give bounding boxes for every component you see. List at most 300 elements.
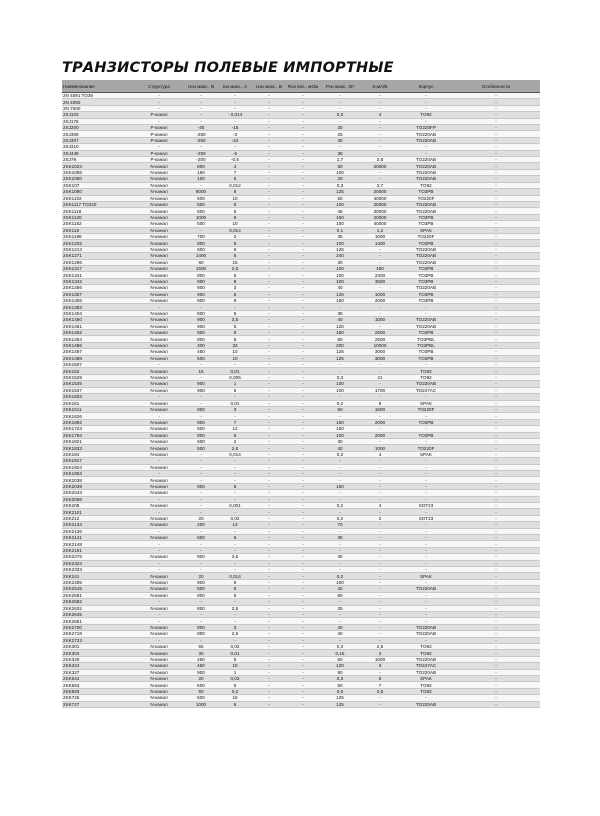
table-cell: -: [184, 105, 218, 111]
table-cell: 800: [184, 310, 218, 316]
table-cell: -: [452, 413, 540, 419]
table-cell: 2SK2485: [62, 579, 134, 585]
table-cell: 2300: [360, 272, 400, 278]
table-cell: -: [218, 477, 252, 483]
table-cell: 2SK2134: [62, 522, 134, 528]
table-cell: N-канал: [134, 522, 184, 528]
table-cell: -: [252, 470, 286, 476]
table-cell: TO3PBL: [400, 342, 452, 348]
table-cell: 2000: [360, 432, 400, 438]
table-cell: -: [452, 189, 540, 195]
table-cell: -: [286, 246, 320, 252]
table-cell: -: [400, 477, 452, 483]
table-cell: 30: [320, 438, 360, 444]
table-cell: 21: [360, 374, 400, 380]
table-cell: -: [400, 362, 452, 368]
table-cell: 8: [218, 189, 252, 195]
table-cell: -: [286, 470, 320, 476]
table-cell: 40: [320, 586, 360, 592]
table-cell: 2SK2324: [62, 560, 134, 566]
table-cell: 2SK1821: [62, 438, 134, 444]
table-cell: -: [400, 605, 452, 611]
table-cell: -: [360, 522, 400, 528]
table-cell: N-канал: [134, 656, 184, 662]
table-cell: 2SK1357: [62, 291, 134, 297]
table-cell: 5: [218, 310, 252, 316]
table-cell: -: [286, 490, 320, 496]
table-cell: 2SK1464: [62, 336, 134, 342]
table-cell: 900: [184, 323, 218, 329]
table-cell: N-канал: [134, 214, 184, 220]
table-cell: 20: [184, 675, 218, 681]
table-cell: 900: [184, 381, 218, 387]
table-cell: 15: [184, 368, 218, 374]
table-cell: -: [400, 99, 452, 105]
column-header-features: Особенности: [452, 80, 540, 93]
table-cell: -250: [184, 137, 218, 143]
table-cell: 120: [320, 323, 360, 329]
table-cell: 20000: [360, 214, 400, 220]
table-cell: TO220AB: [400, 201, 452, 207]
table-cell: -: [400, 470, 452, 476]
table-cell: -: [452, 394, 540, 400]
table-cell: 100: [320, 278, 360, 284]
table-cell: -: [360, 93, 400, 99]
table-cell: -: [286, 426, 320, 432]
table-cell: -: [452, 528, 540, 534]
table-cell: -: [252, 195, 286, 201]
table-cell: 8: [218, 336, 252, 342]
table-cell: -: [360, 669, 400, 675]
table-cell: -: [320, 464, 360, 470]
table-cell: 100: [320, 381, 360, 387]
table-cell: -: [286, 650, 320, 656]
table-cell: -: [452, 112, 540, 118]
table-cell: -: [286, 643, 320, 649]
table-cell: -: [286, 342, 320, 348]
table-cell: 0,6: [320, 688, 360, 694]
table-cell: N-канал: [134, 663, 184, 669]
table-cell: 20000: [360, 163, 400, 169]
table-cell: -: [252, 99, 286, 105]
table-cell: 900: [184, 387, 218, 393]
table-cell: P-канал: [134, 137, 184, 143]
table-cell: 500: [184, 221, 218, 227]
table-cell: -: [452, 253, 540, 259]
table-cell: 2SK2723: [62, 637, 134, 643]
table-cell: -: [320, 470, 360, 476]
table-cell: 32: [218, 342, 252, 348]
table-cell: -: [452, 490, 540, 496]
table-cell: -: [360, 541, 400, 547]
table-cell: -: [252, 125, 286, 131]
table-cell: -: [252, 336, 286, 342]
table-cell: -: [218, 637, 252, 643]
table-cell: -: [252, 663, 286, 669]
table-cell: -: [218, 458, 252, 464]
table-cell: -: [400, 554, 452, 560]
table-cell: 3000: [360, 349, 400, 355]
table-cell: -: [252, 599, 286, 605]
table-cell: 40: [320, 317, 360, 323]
table-cell: -: [286, 509, 320, 515]
table-cell: 12: [218, 426, 252, 432]
table-cell: -: [360, 368, 400, 374]
table-cell: 2,5: [218, 445, 252, 451]
table-cell: -: [286, 349, 320, 355]
table-cell: -: [252, 291, 286, 297]
table-cell: -: [452, 304, 540, 310]
table-cell: -: [134, 304, 184, 310]
table-cell: -: [360, 438, 400, 444]
table-cell: 1000: [360, 656, 400, 662]
table-cell: TO220AB: [400, 656, 452, 662]
table-cell: 300: [184, 342, 218, 348]
table-cell: -: [252, 624, 286, 630]
table-cell: SPAK: [400, 451, 452, 457]
table-cell: 2SK301: [62, 643, 134, 649]
table-cell: -: [360, 144, 400, 150]
table-cell: -: [360, 560, 400, 566]
table-cell: 125: [320, 701, 360, 707]
table-cell: 200: [184, 522, 218, 528]
table-cell: 20: [184, 515, 218, 521]
table-cell: -: [360, 394, 400, 400]
table-cell: -: [400, 509, 452, 515]
table-cell: 150: [320, 419, 360, 425]
table-cell: -: [452, 323, 540, 329]
table-cell: 2SK304: [62, 650, 134, 656]
table-cell: -: [286, 560, 320, 566]
table-cell: TO220AB: [400, 259, 452, 265]
table-cell: -250: [184, 150, 218, 156]
table-cell: 2SJ103: [62, 112, 134, 118]
table-cell: 500: [184, 682, 218, 688]
table-cell: SPAK: [400, 573, 452, 579]
table-cell: -: [360, 624, 400, 630]
table-cell: 2SK2700: [62, 624, 134, 630]
table-cell: -: [134, 599, 184, 605]
table-cell: -: [320, 541, 360, 547]
table-cell: -: [452, 169, 540, 175]
table-cell: -: [452, 298, 540, 304]
table-cell: -: [252, 221, 286, 227]
table-cell: N-канал: [134, 368, 184, 374]
table-cell: 2SK2148: [62, 541, 134, 547]
table-cell: TO3PB: [400, 291, 452, 297]
table-cell: -: [286, 682, 320, 688]
table-cell: TO3PB: [400, 214, 452, 220]
table-cell: -: [286, 93, 320, 99]
table-cell: 5: [218, 682, 252, 688]
table-cell: 125: [320, 695, 360, 701]
table-cell: P-канал: [134, 157, 184, 163]
table-cell: 80: [320, 163, 360, 169]
table-cell: 55: [184, 643, 218, 649]
table-cell: -: [360, 310, 400, 316]
table-cell: -: [252, 176, 286, 182]
table-cell: -: [252, 227, 286, 233]
table-cell: -: [134, 560, 184, 566]
table-cell: N-канал: [134, 579, 184, 585]
table-cell: -: [360, 528, 400, 534]
table-cell: -: [286, 221, 320, 227]
table-cell: -: [400, 438, 452, 444]
table-cell: -: [286, 663, 320, 669]
table-cell: 4: [360, 112, 400, 118]
table-cell: 2N 7000: [62, 105, 134, 111]
table-cell: -: [184, 618, 218, 624]
table-cell: -: [286, 419, 320, 425]
table-cell: 2SK2718: [62, 631, 134, 637]
table-cell: 2SK1213: [62, 246, 134, 252]
table-cell: -: [218, 394, 252, 400]
table-cell: 2SK1317: [62, 265, 134, 271]
table-cell: TO220F: [400, 195, 452, 201]
table-cell: 2SK1723: [62, 426, 134, 432]
table-cell: 900: [184, 317, 218, 323]
table-cell: 40: [320, 445, 360, 451]
table-cell: -: [360, 426, 400, 432]
table-cell: -: [252, 304, 286, 310]
table-cell: -: [286, 176, 320, 182]
table-cell: -: [286, 618, 320, 624]
table-cell: 100: [184, 176, 218, 182]
table-cell: TO220AB: [400, 323, 452, 329]
table-cell: -: [286, 701, 320, 707]
table-cell: -: [252, 631, 286, 637]
table-cell: 5: [218, 323, 252, 329]
table-cell: 1: [218, 669, 252, 675]
table-cell: -: [452, 605, 540, 611]
table-cell: -: [252, 432, 286, 438]
table-cell: -: [286, 298, 320, 304]
table-cell: -: [286, 637, 320, 643]
table-cell: -: [400, 599, 452, 605]
table-cell: -: [286, 451, 320, 457]
table-cell: -: [400, 567, 452, 573]
table-cell: 900: [184, 483, 218, 489]
table-cell: -: [452, 426, 540, 432]
table-cell: -: [360, 573, 400, 579]
table-cell: 2SK727: [62, 701, 134, 707]
table-cell: -: [360, 496, 400, 502]
table-cell: -: [400, 541, 452, 547]
table-cell: 100: [320, 432, 360, 438]
table-cell: -: [252, 298, 286, 304]
table-cell: 40: [320, 624, 360, 630]
table-cell: 150: [320, 214, 360, 220]
table-cell: N-канал: [134, 182, 184, 188]
table-cell: 0,3: [320, 374, 360, 380]
table-cell: -: [252, 618, 286, 624]
table-cell: -: [252, 330, 286, 336]
column-header-transconductance: S,мА/В: [360, 80, 400, 93]
table-cell: -: [452, 560, 540, 566]
table-cell: -: [218, 547, 252, 553]
table-cell: -: [252, 368, 286, 374]
table-cell: -: [286, 503, 320, 509]
table-cell: 100: [320, 579, 360, 585]
table-cell: -: [452, 541, 540, 547]
table-cell: -: [360, 323, 400, 329]
table-cell: -: [286, 541, 320, 547]
table-cell: -: [286, 554, 320, 560]
table-cell: -: [452, 182, 540, 188]
table-cell: -: [218, 470, 252, 476]
table-cell: 900: [184, 624, 218, 630]
table-cell: 2SK1341: [62, 272, 134, 278]
table-cell: 100: [320, 169, 360, 175]
table-cell: -: [286, 406, 320, 412]
table-cell: -: [286, 278, 320, 284]
table-cell: 3500: [360, 278, 400, 284]
table-cell: 100: [320, 221, 360, 227]
table-cell: 2SK1342: [62, 278, 134, 284]
table-cell: N-канал: [134, 233, 184, 239]
table-cell: N-канал: [134, 342, 184, 348]
table-cell: -: [360, 599, 400, 605]
table-cell: -: [452, 195, 540, 201]
table-cell: 100: [320, 387, 360, 393]
table-cell: 5: [218, 483, 252, 489]
table-cell: -: [252, 272, 286, 278]
table-cell: -: [218, 413, 252, 419]
table-cell: -: [184, 611, 218, 617]
table-cell: -: [360, 535, 400, 541]
table-cell: 2SK2582: [62, 599, 134, 605]
table-cell: 900: [184, 285, 218, 291]
table-cell: -: [320, 105, 360, 111]
table-cell: -: [452, 669, 540, 675]
table-cell: 2SK2038: [62, 477, 134, 483]
table-cell: -: [286, 323, 320, 329]
table-cell: 15: [218, 259, 252, 265]
table-cell: 5: [360, 675, 400, 681]
table-cell: -: [252, 586, 286, 592]
table-cell: 2SK2545: [62, 586, 134, 592]
table-cell: 2,5: [218, 631, 252, 637]
table-cell: 240: [320, 253, 360, 259]
table-cell: -: [320, 394, 360, 400]
table-cell: -: [286, 631, 320, 637]
table-cell: -: [252, 515, 286, 521]
table-cell: -: [286, 624, 320, 630]
table-cell: -: [286, 688, 320, 694]
table-cell: -6: [218, 150, 252, 156]
table-cell: 450: [184, 656, 218, 662]
table-cell: 20: [320, 176, 360, 182]
table-cell: TO220FP: [400, 125, 452, 131]
table-cell: -: [400, 522, 452, 528]
table-cell: N-канал: [134, 310, 184, 316]
column-header-power-max: Pси макс., Вт: [320, 80, 360, 93]
table-cell: 45: [320, 208, 360, 214]
table-cell: -: [286, 214, 320, 220]
table-cell: -: [320, 413, 360, 419]
table-cell: -: [252, 535, 286, 541]
table-cell: N-канал: [134, 176, 184, 182]
table-cell: -200: [184, 157, 218, 163]
table-cell: 2SK1953: [62, 470, 134, 476]
table-cell: 2SK1358: [62, 298, 134, 304]
table-cell: -: [286, 675, 320, 681]
table-cell: 6: [218, 201, 252, 207]
table-cell: -: [184, 451, 218, 457]
table-cell: 40000: [360, 221, 400, 227]
table-cell: N-канал: [134, 503, 184, 509]
table-cell: -: [320, 144, 360, 150]
table-cell: 5: [218, 701, 252, 707]
table-cell: 4: [360, 503, 400, 509]
table-cell: -: [400, 426, 452, 432]
table-cell: N-канал: [134, 490, 184, 496]
table-cell: TO220AB: [400, 285, 452, 291]
table-cell: N-канал: [134, 317, 184, 323]
table-cell: -: [252, 105, 286, 111]
table-cell: -: [286, 374, 320, 380]
table-cell: TO220AB: [400, 157, 452, 163]
table-cell: N-канал: [134, 349, 184, 355]
table-cell: -: [252, 253, 286, 259]
table-cell: 30: [320, 137, 360, 143]
table-cell: 8000: [184, 189, 218, 195]
table-cell: N-канал: [134, 169, 184, 175]
table-cell: -: [252, 675, 286, 681]
table-cell: 2SK2632: [62, 605, 134, 611]
table-cell: -: [320, 458, 360, 464]
table-cell: -: [400, 618, 452, 624]
table-cell: N-канал: [134, 515, 184, 521]
table-cell: -: [286, 125, 320, 131]
table-cell: -: [360, 259, 400, 265]
table-cell: -: [452, 381, 540, 387]
table-cell: 450: [184, 663, 218, 669]
table-cell: -: [252, 381, 286, 387]
table-cell: -: [218, 618, 252, 624]
table-cell: 20000: [360, 189, 400, 195]
table-cell: N-канал: [134, 285, 184, 291]
table-cell: -: [452, 144, 540, 150]
table-cell: -: [320, 618, 360, 624]
table-cell: -: [286, 567, 320, 573]
table-cell: N-канал: [134, 573, 184, 579]
table-cell: 0,15: [320, 650, 360, 656]
table-cell: TO92: [400, 368, 452, 374]
table-cell: TO220AB: [400, 131, 452, 137]
table-cell: 0,014: [218, 227, 252, 233]
table-cell: -: [134, 93, 184, 99]
table-cell: TO3PBL: [400, 336, 452, 342]
table-cell: -: [400, 413, 452, 419]
table-cell: -: [218, 560, 252, 566]
table-cell: 125: [320, 349, 360, 355]
table-cell: TO247AC: [400, 663, 452, 669]
table-cell: -: [252, 701, 286, 707]
table-cell: 2SK1537: [62, 387, 134, 393]
table-cell: 2SJ176: [62, 118, 134, 124]
table-cell: -: [452, 586, 540, 592]
table-cell: N-канал: [134, 240, 184, 246]
table-cell: -: [286, 355, 320, 361]
table-cell: 1400: [184, 253, 218, 259]
table-cell: 2SK152: [62, 368, 134, 374]
table-cell: 2SK2275: [62, 554, 134, 560]
table-cell: TO220AB: [400, 624, 452, 630]
table-cell: -: [452, 163, 540, 169]
table-cell: -: [252, 406, 286, 412]
column-header-id-max: Iси макс., А: [218, 80, 252, 93]
